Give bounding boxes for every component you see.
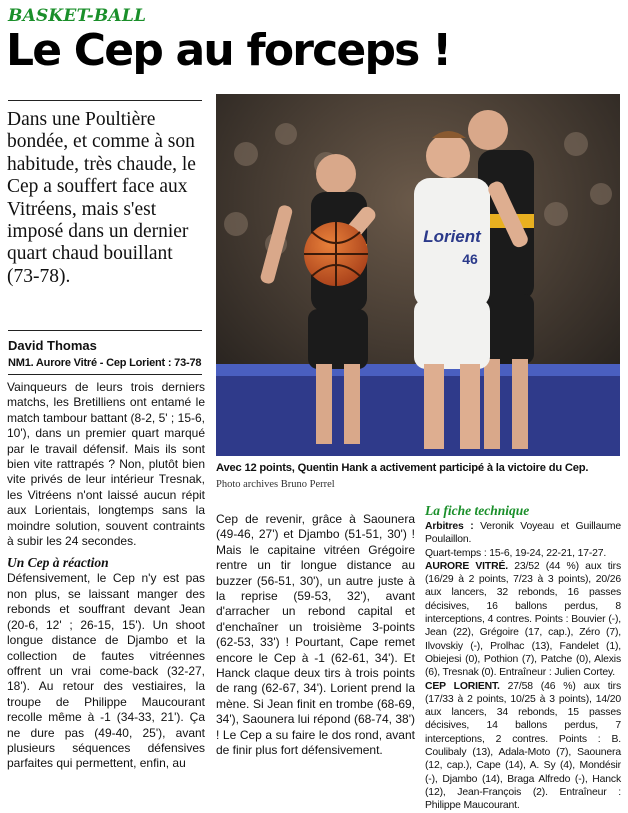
column-1 (7, 380, 205, 772)
chapo: Dans une Poultière bondée, et comme à son habitude, très chaude, le Cep a souffert face aux Vitréens, mais s'est imposé dans un dernier quart chaud bouillant (73-78). (7, 109, 196, 287)
fiche-vitre-label: AURORE VITRÉ. (425, 560, 508, 572)
fiche-vitre-stats: 23/52 (44 %) aux tirs (16/29 à 2 points, 7/23 à 3 points), 20/26 aux lancers, 32 rebonds, 16 passes décisives, 16 ballons perdus, 8 interceptions, 4 contres. Points : Bouvier (-), Jean (22), Grégoire (17, cap.), Zéro (7), Ilvovskiy (-), Prolhac (13), Fandelet (1), Obiejesi (0), Pothion (7), Patche (0), Alexis (6), Tresnak (0). Entraîneur : Julien Cortey. (425, 560, 621, 679)
fiche-title: La fiche technique (425, 503, 530, 518)
match-line: NM1. Aurore Vitré - Cep Lorient : 73-78 (8, 357, 202, 369)
fiche-arbitres-label: Arbitres : (425, 521, 474, 532)
fiche-lorient-label: CEP LORIENT. (425, 680, 500, 692)
rule-author (8, 330, 202, 331)
photo-credit: Photo archives Bruno Perrel (216, 479, 335, 490)
col2-paragraph-1: Cep de revenir, grâce à Saounera (49-46, 27') et Djambo (51-51, 30') ! Mais le capitaine vitréen Grégoire rentre un tir longue distance au buzzer (56-51, 30'), un autre juste à la reprise (59-53, 32'), avant d'arracher un rebond capital et d'enchaîner un troisième 3-points (62-53, 33') ! Pourtant, Cape remet encore le Cep à -1 (62-61, 34'). Et Hanck claque deux tirs à trois points de rang (62-67, 34'). Lorient prend la mène. Si Jean finit en trombe (68-69, 34'), Saounera lui répond (68-74, 38') ! Le Cep a su faire le dos rond, avant de finir plus fort défensivement. (216, 512, 415, 758)
section-kicker: BASKET-BALL (8, 6, 147, 26)
fiche-lorient-stats: 27/58 (46 %) aux tirs (17/33 à 2 points, 10/25 à 3 points), 14/20 aux lancers, 34 rebonds, 15 passes décisives, 14 ballons perdus, 7 interceptions, 2 contres. Points : B. Coulibaly (13), Adala-Moto (7), Saounera (12, cap.), Cape (14), A. Sy (4), Mondésir (-), Djambo (14), Braga Alfredo (-), Hanck (12), Jean-François (2). Entraîneur : Philippe Maucourant. (425, 680, 621, 812)
basketball-photo-illustration (216, 94, 620, 456)
headline: Le Cep au forceps ! (6, 25, 451, 76)
jersey-sponsor: Lorient (423, 227, 481, 246)
subhead-reaction: Un Cep à réaction (7, 555, 109, 571)
photo-caption: Avec 12 points, Quentin Hank a activement participé à la victoire du Cep. (216, 462, 589, 474)
fiche-arbitres: Veronik Voyeau et Guillaume Poulaillon. (425, 521, 621, 546)
column-2 (216, 512, 415, 759)
rule-top (8, 100, 202, 101)
rule-match (8, 374, 202, 375)
article-photo (216, 94, 620, 456)
author-name: David Thomas (8, 338, 97, 353)
col1-paragraph-1: Vainqueurs de leurs trois derniers matchs, les Bretilliens ont entamé le match tambour battant (8-2, 5' ; 15-6, 10'), dans un premier quart marqué par le travail défensif. Mais ils sont bien vite rattrapés ? Non, plutôt bien vite privés de leur intérieur Tresnak, les Vitréens n'ont laissé aucun répit aux Lorientais, longtemps sans la moindre solution, souvent contraints à subir les 24 secondes. (7, 380, 205, 549)
fiche-quarts: Quart-temps : 15-6, 19-24, 22-21, 17-27. (425, 547, 607, 559)
jersey-number: 46 (462, 251, 478, 267)
fiche-technique (425, 520, 621, 813)
col1-paragraph-2: Défensivement, le Cep n'y est pas non plus, se laissant manger des rebonds et souffrant devant Jean (20-6, 12' ; 26-15, 15'). Un shoot longue distance de Djambo et la collection de fautes vitréennes offrent un vrai come-back (32-27, 18'). Au retour des vestiaires, la troupe de Philippe Maucourant recolle même à -1 (34-33, 21'). Ça ne dure pas (49-40, 25'), avant plusieurs séquences défensives parfaites qui permettent, enfin, au (7, 571, 205, 771)
